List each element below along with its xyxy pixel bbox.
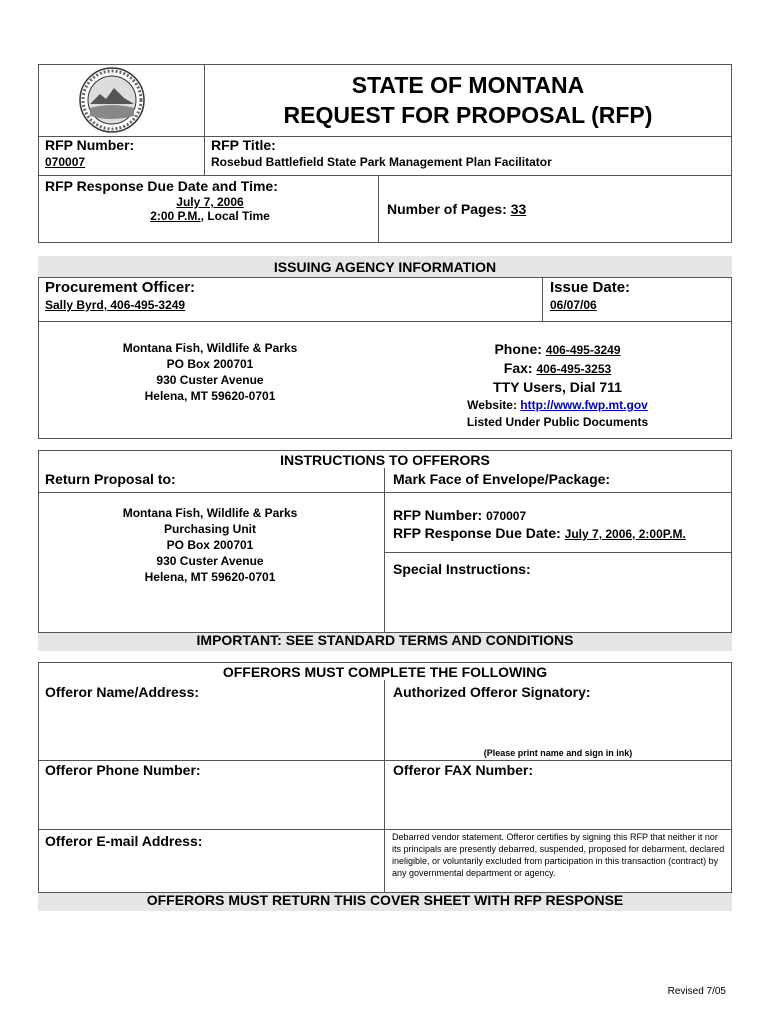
agency-address-line: 930 Custer Avenue xyxy=(156,373,264,387)
website-link[interactable]: http://www.fwp.mt.gov xyxy=(520,398,648,412)
due-time-rest: , Local Time xyxy=(200,209,270,223)
agency-address-line: PO Box 200701 xyxy=(166,357,254,371)
title-line-2: REQUEST FOR PROPOSAL (RFP) xyxy=(283,102,653,128)
due-date-value xyxy=(100,195,320,223)
fax-value: 406-495-3253 xyxy=(536,362,612,376)
signatory-note: (Please print name and sign in ink) xyxy=(483,748,633,758)
agency-heading: ISSUING AGENCY INFORMATION xyxy=(273,259,497,275)
offeror-phone-field[interactable] xyxy=(40,780,382,827)
return-cover-text: OFFERORS MUST RETURN THIS COVER SHEET WITH RFP RESPONSE xyxy=(146,892,624,908)
offeror-name-field[interactable] xyxy=(40,702,382,758)
montana-state-seal-icon xyxy=(78,66,146,134)
phone-label: Phone: xyxy=(494,341,546,357)
offeror-name-label: Offeror Name/Address: xyxy=(45,684,200,700)
rfp-number-label: RFP Number: xyxy=(45,137,135,153)
agency-address-line: Helena, MT 59620-0701 xyxy=(144,389,276,403)
revised-note: Revised 7/05 xyxy=(667,986,726,997)
offeror-fax-label: Offeror FAX Number: xyxy=(393,762,534,778)
pages-value: 33 xyxy=(510,201,527,217)
agency-address xyxy=(80,340,340,404)
mark-due-label: RFP Response Due Date: xyxy=(393,525,565,541)
officer-label: Procurement Officer: xyxy=(45,279,196,296)
title-line-1: STATE OF MONTANA xyxy=(351,72,585,98)
mark-due xyxy=(393,525,686,541)
offeror-email-field[interactable] xyxy=(40,851,382,891)
return-address-line: 930 Custer Avenue xyxy=(156,554,264,568)
fax-label: Fax: xyxy=(503,360,537,376)
offeror-email-label: Offeror E-mail Address: xyxy=(45,833,203,849)
issue-date-value: 06/07/06 xyxy=(550,298,597,312)
signatory-label: Authorized Offeror Signatory: xyxy=(393,684,591,700)
mark-rfp-number xyxy=(393,507,526,523)
pages-field xyxy=(387,201,526,217)
mark-rfp-number-label: RFP Number: xyxy=(393,507,487,523)
instructions-heading: INSTRUCTIONS TO OFFERORS xyxy=(280,452,490,468)
agency-address-line: Montana Fish, Wildlife & Parks xyxy=(122,341,298,355)
pages-label: Number of Pages: xyxy=(387,201,507,217)
important-text: IMPORTANT: SEE STANDARD TERMS AND CONDITIONS xyxy=(196,632,574,648)
return-address-line: Purchasing Unit xyxy=(163,522,256,536)
due-date-label: RFP Response Due Date and Time: xyxy=(45,178,278,194)
special-instructions: Special Instructions: xyxy=(393,561,531,577)
mark-due-value: July 7, 2006, 2:00P.M. xyxy=(564,527,686,541)
return-address-line: Helena, MT 59620-0701 xyxy=(144,570,276,584)
page-title xyxy=(204,70,732,130)
listed-text: Listed Under Public Documents xyxy=(466,415,649,429)
offeror-fax-field[interactable] xyxy=(386,780,730,827)
agency-contact xyxy=(420,340,695,430)
officer-value: Sally Byrd, 406-495-3249 xyxy=(45,298,186,312)
due-time-pm: 2:00 P.M. xyxy=(150,209,201,223)
tty-text: TTY Users, Dial 711 xyxy=(493,379,622,395)
return-label: Return Proposal to: xyxy=(45,471,176,487)
offeror-phone-label: Offeror Phone Number: xyxy=(45,762,201,778)
return-address xyxy=(80,505,340,585)
phone-value: 406-495-3249 xyxy=(545,343,621,357)
debarred-statement: Debarred vendor statement. Offeror certifies by signing this RFP that neither it nor its principals are presently debarred, suspended, proposed for debarment, declared ineligible, or voluntarily excluded from participation in this transaction (contract) by any governmental department or agency. xyxy=(392,832,725,878)
mark-label: Mark Face of Envelope/Package: xyxy=(393,471,611,487)
rfp-number-value: 070007 xyxy=(45,155,86,169)
issue-date-label: Issue Date: xyxy=(550,279,631,296)
return-address-line: Montana Fish, Wildlife & Parks xyxy=(122,506,298,520)
rfp-title-value: Rosebud Battlefield State Park Management Plan Facilitator xyxy=(211,155,552,169)
offerors-heading: OFFERORS MUST COMPLETE THE FOLLOWING xyxy=(222,664,548,680)
due-date: July 7, 2006 xyxy=(176,195,244,209)
return-address-line: PO Box 200701 xyxy=(166,538,254,552)
signatory-field[interactable] xyxy=(386,702,730,744)
website-label: Website: xyxy=(467,398,521,412)
mark-rfp-number-value: 070007 xyxy=(486,509,527,523)
rfp-title-label: RFP Title: xyxy=(211,137,276,153)
